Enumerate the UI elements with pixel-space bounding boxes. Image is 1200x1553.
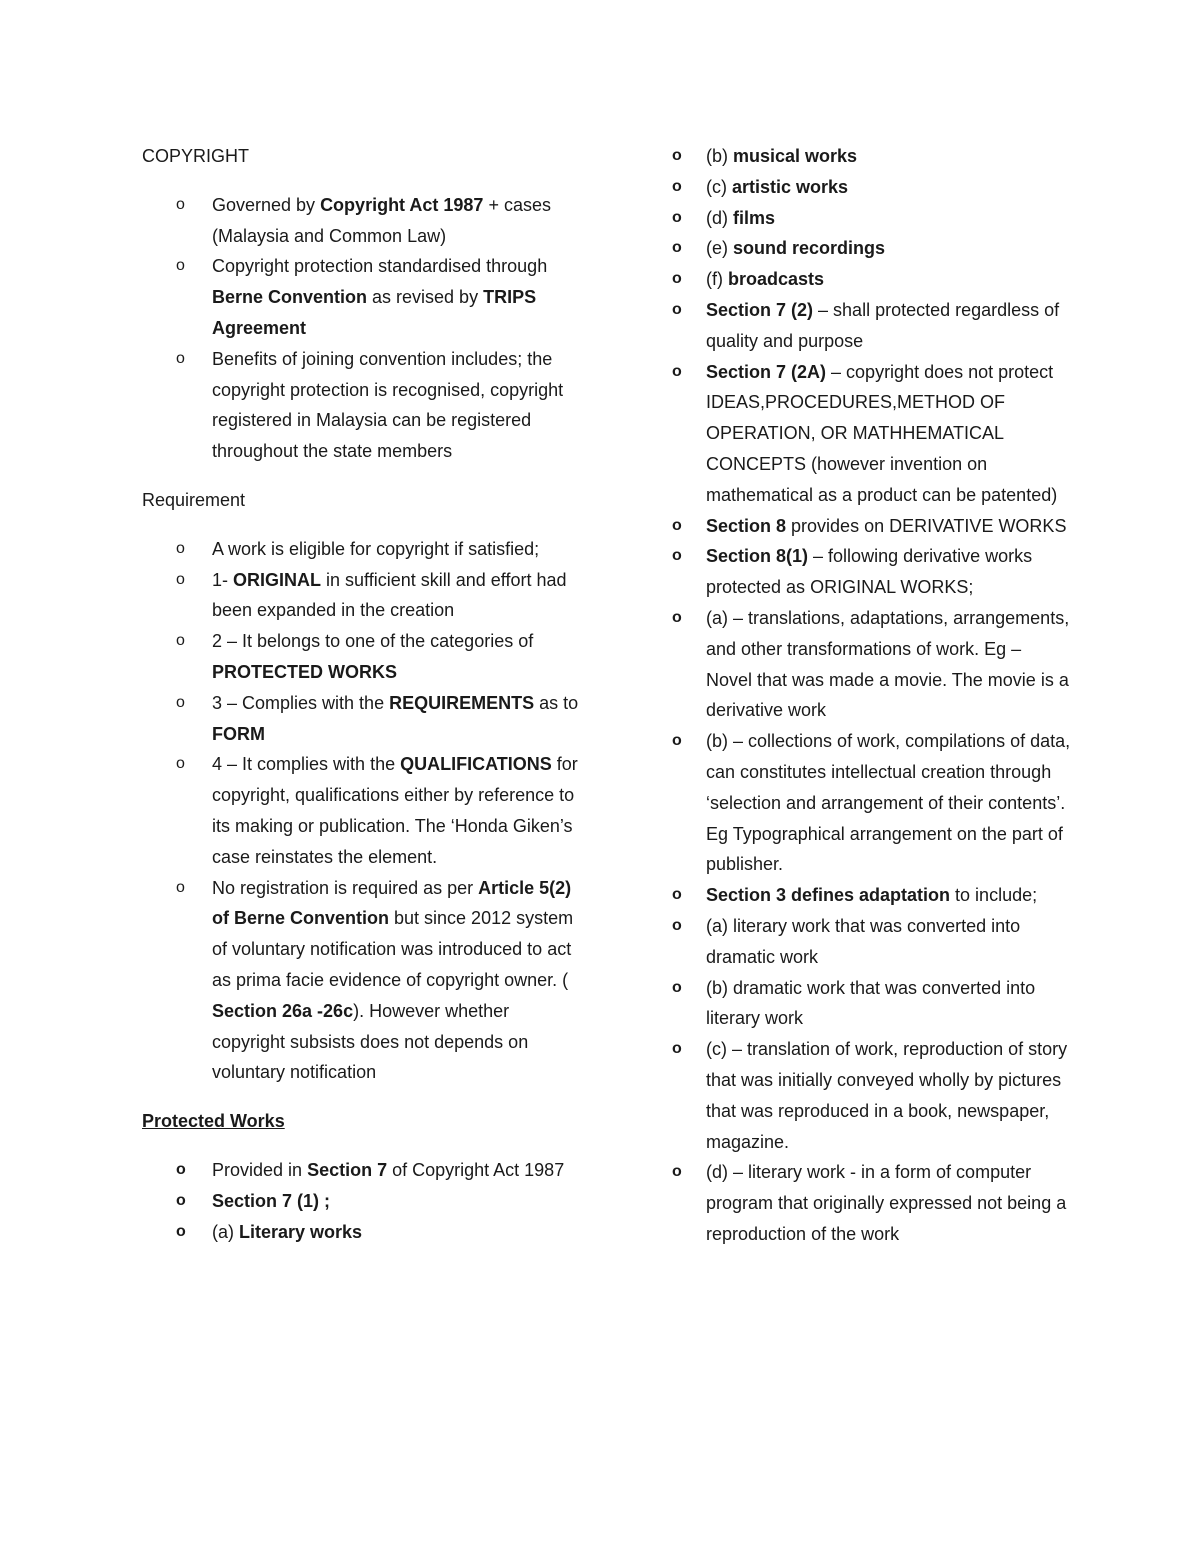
text: (b): [706, 146, 733, 166]
bold-text: Section 7: [307, 1159, 388, 1180]
list-item: [142, 1155, 582, 1186]
text: ). However whether copyright subsists does not depends on voluntary notification: [212, 1000, 529, 1083]
bold-text: Section 7 (2): [706, 299, 814, 320]
text: Governed by: [212, 194, 321, 215]
text: but since 2012 system of voluntary notification was introduced to act as prima facie evidence of copyright owner. (: [212, 908, 574, 990]
text: (e): [706, 238, 733, 259]
text: 4 – It complies with the: [212, 754, 401, 775]
text: in sufficient skill and effort had been expanded in the creation: [212, 569, 567, 621]
protected-works-continued-list: [672, 141, 1072, 1250]
text: 2 – It belongs to one of the categories of: [212, 631, 534, 652]
text: (f): [706, 269, 728, 290]
list-item: [142, 749, 582, 872]
bullet-marker: o: [672, 362, 682, 380]
bold-text: Section 26a -26c: [212, 1000, 354, 1021]
text: (b) – collections of work, compilations of data, can constitutes intellectual creation through ‘selection and arrangement of their contents’. Eg Typographical arrangement on the part of publisher.: [706, 731, 1071, 875]
bold-text: musical works: [733, 146, 858, 166]
bullet-marker: o: [672, 270, 682, 288]
text: (c): [706, 176, 732, 197]
list-item: [142, 251, 582, 343]
bold-text: films: [733, 207, 776, 228]
bullet-marker: o: [672, 177, 682, 195]
list-item: [672, 141, 1072, 172]
bullet-marker: o: [176, 195, 185, 213]
bullet-marker: o: [672, 208, 682, 226]
text: Provided in: [212, 1159, 308, 1180]
list-item: [672, 911, 1072, 973]
list-item: [672, 203, 1072, 234]
list-item: [672, 1157, 1072, 1249]
text: (b) dramatic work that was converted into literary work: [706, 977, 1036, 1029]
list-item: [142, 1186, 582, 1217]
bullet-marker: o: [672, 732, 682, 750]
text: – following derivative works protected as ORIGINAL WORKS;: [706, 546, 1033, 598]
text: (d): [706, 207, 733, 228]
bullet-marker: o: [672, 1040, 682, 1058]
list-item: [672, 357, 1072, 511]
bullet-marker: o: [672, 916, 682, 934]
list-item: [142, 873, 582, 1089]
text: for copyright, qualifications either by reference to its making or publication. The ‘Honda Giken’s case reinstates the element.: [212, 754, 578, 867]
bullet-marker: o: [672, 1163, 682, 1181]
bullet-marker: o: [176, 632, 185, 650]
list-item: [672, 973, 1072, 1035]
bold-text: TRIPS Agreement: [212, 287, 537, 338]
bullet-marker: o: [176, 1160, 186, 1178]
list-item: [672, 511, 1072, 542]
list-item: [672, 726, 1072, 880]
requirement-list: [142, 534, 582, 1088]
bullet-marker: o: [176, 570, 185, 588]
text: 1-: [212, 569, 234, 590]
list-item: [672, 880, 1072, 911]
bold-text: artistic works: [732, 176, 849, 197]
bullet-marker: o: [672, 978, 682, 996]
right-column: [672, 141, 1072, 1268]
bullet-marker: o: [176, 755, 185, 773]
list-item: [142, 534, 582, 565]
copyright-heading: COPYRIGHT: [142, 146, 250, 166]
text: + cases (Malaysia and Common Law): [212, 194, 551, 246]
bullet-marker: o: [176, 539, 185, 557]
text: to include;: [950, 885, 1038, 906]
bullet-marker: o: [672, 239, 682, 257]
list-item: [142, 565, 582, 627]
bold-text: REQUIREMENTS: [389, 692, 535, 713]
list-item: [672, 264, 1072, 295]
bold-text: Article 5(2) of Berne Convention: [212, 877, 572, 929]
bullet-marker: o: [672, 886, 682, 904]
bullet-marker: o: [176, 349, 185, 367]
list-item: [672, 603, 1072, 726]
bullet-marker: o: [672, 608, 682, 626]
bullet-marker: o: [672, 300, 682, 318]
list-item: [142, 190, 582, 252]
text: (a) – translations, adaptations, arrangements, and other transformations of work. Eg – Novel that was made a movie. The movie is a derivative work: [706, 607, 1070, 721]
bold-text: FORM: [212, 723, 265, 744]
bold-text: Section 8: [706, 515, 787, 536]
text: as to: [534, 692, 579, 713]
bold-text: broadcasts: [728, 269, 825, 290]
list-item: [672, 172, 1072, 203]
list-item: [142, 626, 582, 688]
bold-text: Literary works: [239, 1221, 363, 1242]
list-item: [672, 541, 1072, 603]
bold-text: ORIGINAL: [233, 569, 322, 590]
protected-works-heading: Protected Works: [142, 1111, 285, 1132]
bold-text: QUALIFICATIONS: [400, 754, 552, 775]
bold-text: Section 7 (2A): [706, 361, 827, 382]
text: – copyright does not protect IDEAS,PROCEDURES,METHOD OF OPERATION, OR MATHHEMATICAL CONCEPTS (however invention on mathematical as a product can be patented): [706, 361, 1058, 505]
list-item: [672, 1034, 1072, 1157]
bullet-marker: o: [176, 693, 185, 711]
bullet-marker: o: [176, 878, 185, 896]
bold-text: Berne Convention: [212, 287, 368, 308]
text: (a): [212, 1221, 239, 1242]
bullet-marker: o: [672, 547, 682, 565]
text: provides on DERIVATIVE WORKS: [786, 515, 1067, 536]
text: of Copyright Act 1987: [387, 1159, 565, 1180]
list-item: [142, 688, 582, 750]
text: Copyright protection standardised through: [212, 256, 548, 277]
bold-text: PROTECTED WORKS: [212, 661, 398, 682]
text: (a) literary work that was converted into dramatic work: [706, 915, 1021, 967]
left-column: [142, 141, 582, 1265]
bullet-marker: o: [176, 1222, 186, 1240]
text: A work is eligible for copyright if satisfied;: [212, 538, 540, 559]
bullet-marker: o: [672, 516, 682, 534]
text: – shall protected regardless of quality and purpose: [706, 299, 1060, 351]
text: No registration is required as per: [212, 877, 479, 898]
protected-works-list: [142, 1155, 582, 1247]
list-item: [672, 295, 1072, 357]
bold-text: Section 7 (1) ;: [212, 1190, 331, 1211]
list-item: [672, 233, 1072, 264]
requirement-heading: Requirement: [142, 489, 246, 510]
text: as revised by: [367, 287, 484, 308]
bold-text: Section 8(1): [706, 546, 809, 567]
list-item: [142, 344, 582, 467]
text: (c) – translation of work, reproduction of story that was initially conveyed wholly by pictures that was reproduced in a book, newspaper, magazine.: [706, 1039, 1068, 1152]
bold-text: sound recordings: [733, 238, 886, 259]
text: Benefits of joining convention includes; the copyright protection is recognised, copyright registered in Malaysia can be registered throughout the state members: [212, 348, 564, 462]
bullet-marker: o: [176, 257, 185, 275]
bold-text: Copyright Act 1987: [320, 194, 484, 215]
list-item: [142, 1217, 582, 1248]
text: (d) – literary work - in a form of computer program that originally expressed not being a reproduction of the work: [706, 1162, 1067, 1244]
bold-text: Section 3 defines adaptation: [706, 885, 951, 906]
text: 3 – Complies with the: [212, 692, 390, 713]
copyright-list: [142, 190, 582, 467]
bullet-marker: o: [176, 1191, 186, 1209]
bullet-marker: o: [672, 147, 682, 164]
